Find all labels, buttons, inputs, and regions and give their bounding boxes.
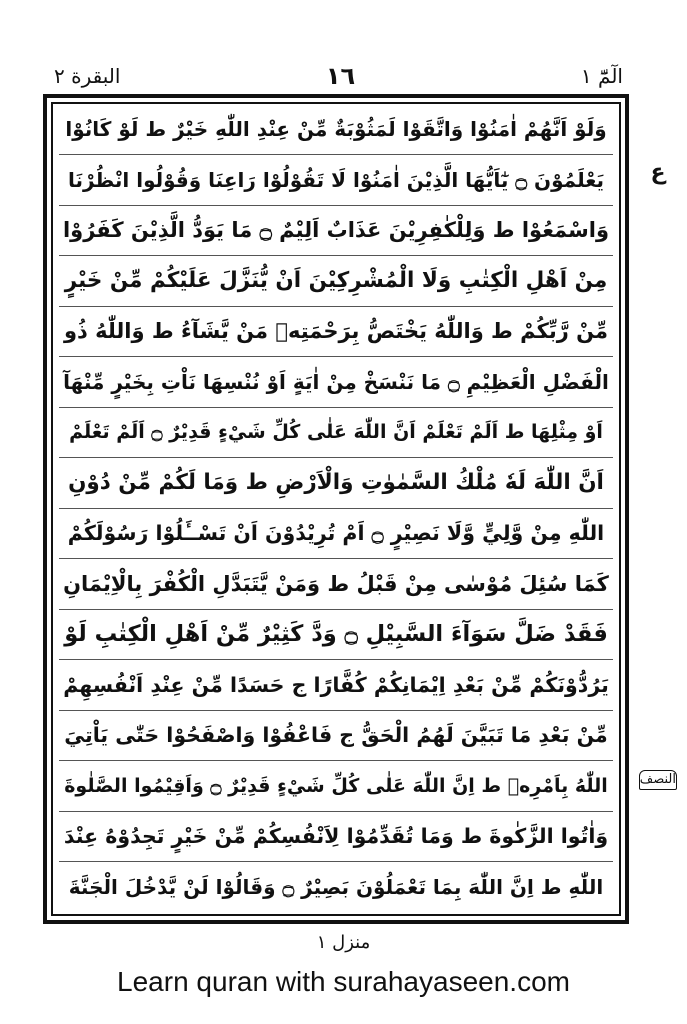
text-line-16: اللّٰهِ ط اِنَّ اللّٰهَ بِمَا تَعْمَلُوْنَ بَصِيْرٌ ۝ وَقَالُوْا لَنْ يَّدْخُلَ الْجَنَّةَ	[68, 874, 604, 899]
text-line-5: مِّنْ رَّبِّكُمْ ط وَاللّٰهُ يَخْتَصُّ بِرَحْمَتِهٖ مَنْ يَّشَآءُ ط وَاللّٰهُ ذُو	[63, 319, 609, 344]
page-frame	[43, 94, 629, 924]
text-line-11: فَقَدْ ضَلَّ سَوَآءَ السَّبِيْلِ ۝ وَدَّ كَثِيْرٌ مِّنْ اَهْلِ الْكِتٰبِ لَوْ	[64, 621, 608, 648]
text-line-6: الْفَضْلِ الْعَظِيْمِ ۝ مَا نَنْسَخْ مِنْ اٰيَةٍ اَوْ نُنْسِهَا نَاْتِ بِخَيْرٍ مِّنْهَآ	[63, 369, 609, 394]
text-line-3: وَاسْمَعُوْا ط وَلِلْكٰفِرِيْنَ عَذَابٌ اَلِيْمٌ ۝ مَا يَوَدُّ الَّذِيْنَ كَفَرُوْا	[62, 218, 610, 243]
text-line-4: مِنْ اَهْلِ الْكِتٰبِ وَلَا الْمُشْرِكِيْنَ اَنْ يُّنَزَّلَ عَلَيْكُمْ مِّنْ خَيْرٍ	[64, 268, 608, 294]
text-line-9: اللّٰهِ مِنْ وَّلِيٍّ وَّلَا نَصِيْرٍ ۝ اَمْ تُرِيْدُوْنَ اَنْ تَسْــَٔلُوْا رَسُوْلَكُمْ	[67, 521, 605, 546]
half-marker: النصف	[639, 770, 677, 790]
text-line-13: مِّنْ بَعْدِ مَا تَبَيَّنَ لَهُمُ الْحَقُّ ج فَاعْفُوْا وَاصْفَحُوْا حَتّٰى يَاْتِيَ	[64, 723, 608, 748]
text-line-2: يَعْلَمُوْنَ ۝ يٰٓاَيُّهَا الَّذِيْنَ اٰمَنُوْا لَا تَقُوْلُوْا رَاعِنَا وَقُوْلُوا انْظُرْنَا	[67, 167, 605, 192]
text-area	[51, 102, 621, 916]
page-number: ١٦	[325, 62, 356, 90]
surah-name: البقرة ٢	[54, 64, 121, 88]
text-line-7: اَوْ مِثْلِهَا ط اَلَمْ تَعْلَمْ اَنَّ اللّٰهَ عَلٰى كُلِّ شَيْءٍ قَدِيْرٌ ۝ اَلَمْ تَعْلَمْ	[69, 421, 603, 444]
ruku-marker: ع	[650, 160, 666, 185]
text-line-1: وَلَوْ اَنَّهُمْ اٰمَنُوْا وَاتَّقَوْا لَمَثُوْبَةٌ مِّنْ عِنْدِ اللّٰهِ خَيْرٌ ط لَوْ كَانُوْا	[65, 117, 607, 142]
text-line-8: اَنَّ اللّٰهَ لَهٗ مُلْكُ السَّمٰوٰتِ وَالْاَرْضِ ط وَمَا لَكُمْ مِّنْ دُوْنِ	[68, 470, 604, 496]
text-line-15: وَاٰتُوا الزَّكٰوةَ ط وَمَا تُقَدِّمُوْا لِاَنْفُسِكُمْ مِّنْ خَيْرٍ تَجِدُوْهُ عِنْدَ	[63, 824, 609, 849]
page-header	[48, 62, 633, 92]
text-line-10: كَمَا سُئِلَ مُوْسٰى مِنْ قَبْلُ ط وَمَنْ يَّتَبَدَّلِ الْكُفْرَ بِالْاِيْمَانِ	[63, 571, 609, 596]
manzil-label: منزل ١	[316, 932, 371, 953]
text-line-12: يَرُدُّوْنَكُمْ مِّنْ بَعْدِ اِيْمَانِكُمْ كُفَّارًا ج حَسَدًا مِّنْ عِنْدِ اَنْفُسِهِمْ	[63, 672, 609, 697]
footer-caption: Learn quran with surahayaseen.com	[117, 966, 570, 997]
text-line-14: اللّٰهُ بِاَمْرِهٖ ط اِنَّ اللّٰهَ عَلٰى كُلِّ شَيْءٍ قَدِيْرٌ ۝ وَاَقِيْمُوا الصَّلٰوةَ	[64, 774, 608, 797]
juz-name: الٓمّٓ ١	[580, 64, 623, 88]
